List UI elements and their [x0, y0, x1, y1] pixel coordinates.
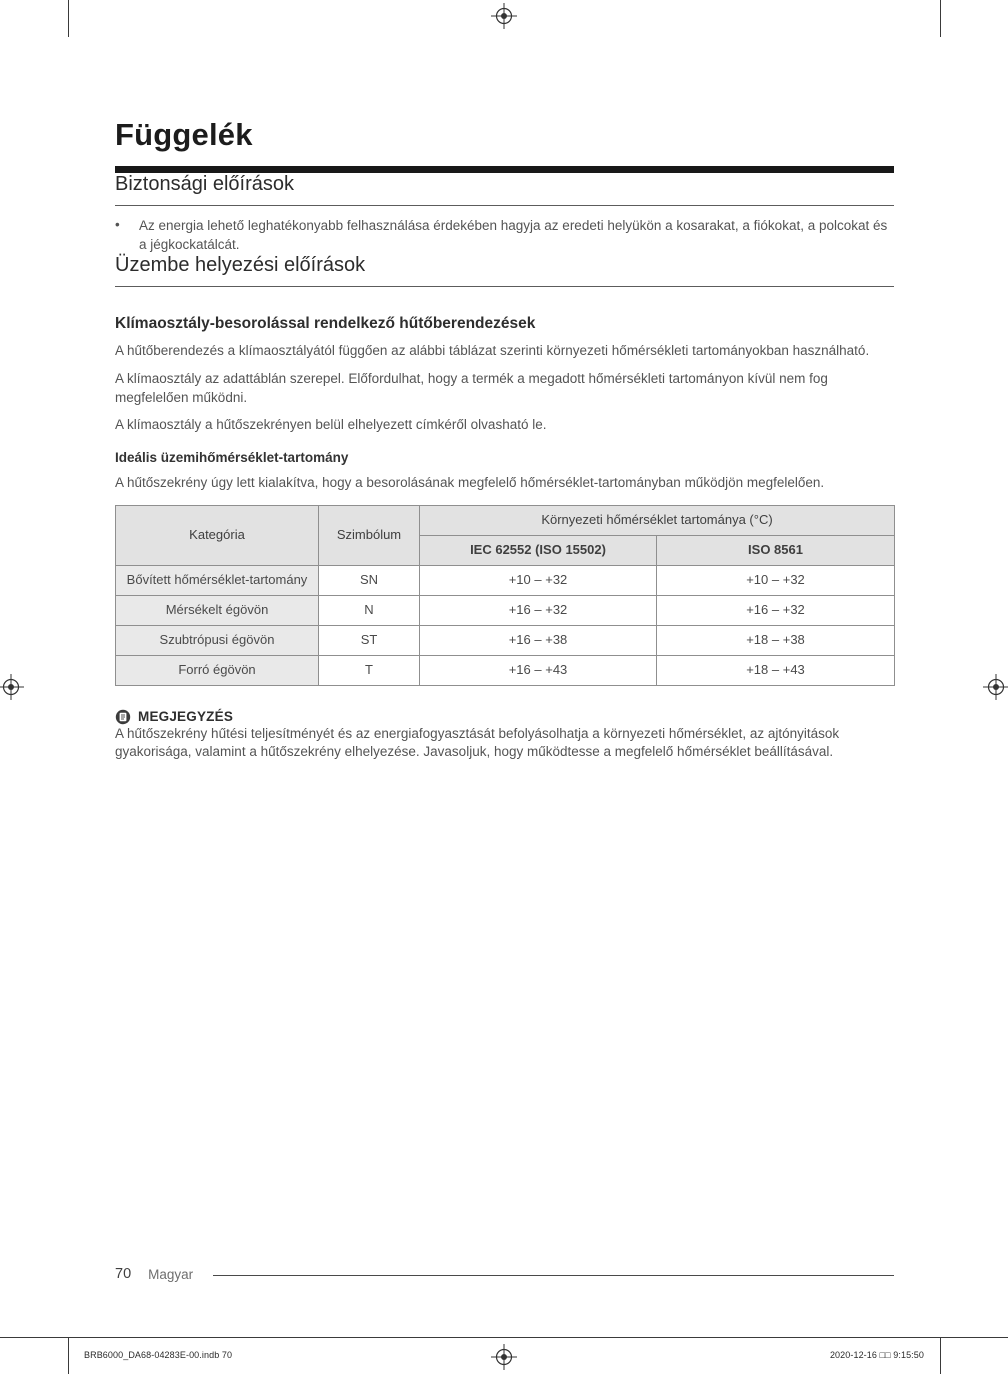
title-rule [115, 166, 894, 173]
col-header-ambient-range: Környezeti hőmérséklet tartománya (°C) [420, 506, 895, 536]
paragraph-climate-3: A klímaosztály a hűtőszekrényen belül elhelyezett címkéről olvasható le. [115, 417, 547, 433]
paragraph-climate-2: A klímaosztály az adattáblán szerepel. Előfordulhat, hogy a termék a megadott hőmérsékleti tartományon kívül nem fog megfelelően működni. [115, 370, 828, 405]
table-row [116, 596, 895, 626]
table-header-row-1 [116, 506, 895, 536]
section-heading-installation: Üzembe helyezési előírások [115, 254, 366, 277]
paragraph-climate-1: A hűtőberendezés a klímaosztályától függően az alábbi táblázat szerinti környezeti hőmérsékleti tartományokban használható. [115, 343, 870, 359]
section-safety [115, 173, 894, 254]
ideal-temperature-text: A hűtőszekrény úgy lett kialakítva, hogy a besorolásának megfelelő hőmérséklet-tartományban működjön megfelelően. [115, 474, 825, 490]
table-row [116, 625, 895, 655]
cell-symbol: T [319, 655, 420, 685]
climate-class-table [115, 505, 895, 685]
page-number: 70 [115, 1266, 132, 1282]
print-info-filename: BRB6000_DA68-04283E-00.indb 70 [84, 1350, 233, 1360]
cell-iso-range: +18 – +43 [657, 655, 895, 685]
crop-mark-top-right [940, 0, 941, 37]
cell-symbol: ST [319, 625, 420, 655]
bullet-marker: • [115, 217, 120, 232]
cell-category: Szubtrópusi égövön [116, 625, 319, 655]
cell-iec-range: +16 – +32 [420, 596, 657, 626]
note-text: A hűtőszekrény hűtési teljesítményét és az energiafogyasztását befolyásolhatja a környezeti hőmérséklet, az ajtónyitások gyakorisága, valamint a hűtőszekrény elhelyezése. Javasoljuk, hogy működtesse a megfelelő hőmérséklet beállításával. [115, 725, 840, 760]
cell-symbol: SN [319, 566, 420, 596]
note-icon [115, 709, 131, 725]
table-row [116, 566, 895, 596]
table-row [116, 655, 895, 685]
col-header-symbol: Szimbólum [319, 506, 420, 566]
print-info-datetime: 2020-12-16 □□ 9:15:50 [829, 1350, 924, 1360]
cell-iso-range: +10 – +32 [657, 566, 895, 596]
safety-bullet-text: Az energia lehető leghatékonyabb felhasználása érdekében hagyja az eredeti helyükön a kosarakat, a fiókokat, a polcokat és a jégkockatálcát. [139, 218, 888, 252]
ideal-temperature-heading: Ideális üzemihőmérséklet-tartomány [115, 449, 349, 465]
registration-mark-bottom [491, 1344, 517, 1370]
cell-iec-range: +16 – +43 [420, 655, 657, 685]
cell-iso-range: +18 – +38 [657, 625, 895, 655]
installation-heading-rule [115, 286, 894, 287]
bottom-trim-line [0, 1337, 1008, 1338]
page-footer [115, 1266, 894, 1282]
page-title: Függelék [115, 117, 253, 152]
section-heading-safety: Biztonsági előírások [115, 173, 294, 195]
safety-bullet-item [115, 217, 894, 254]
footer-rule [213, 1275, 894, 1276]
cell-symbol: N [319, 596, 420, 626]
col-header-iec: IEC 62552 (ISO 15502) [420, 536, 657, 566]
language-label: Magyar [148, 1266, 194, 1282]
registration-mark-right [983, 674, 1008, 700]
content-column [115, 0, 894, 762]
cell-iec-range: +16 – +38 [420, 625, 657, 655]
cell-category: Forró égövön [116, 655, 319, 685]
cell-iec-range: +10 – +32 [420, 566, 657, 596]
note-block [115, 709, 894, 725]
registration-mark-left [0, 674, 24, 700]
crop-mark-top-left [68, 0, 69, 37]
subsection-heading-climate-class: Klímaosztály-besorolással rendelkező hűtőberendezések [115, 315, 536, 333]
cell-iso-range: +16 – +32 [657, 596, 895, 626]
safety-heading-rule [115, 205, 894, 206]
crop-mark-bottom-right [940, 1337, 941, 1374]
note-label: MEGJEGYZÉS [138, 709, 234, 725]
col-header-category: Kategória [116, 506, 319, 566]
section-installation [115, 254, 894, 762]
cell-category: Mérsékelt égövön [116, 596, 319, 626]
cell-category: Bővített hőmérséklet-tartomány [116, 566, 319, 596]
crop-mark-bottom-left [68, 1337, 69, 1374]
col-header-iso: ISO 8561 [657, 536, 895, 566]
